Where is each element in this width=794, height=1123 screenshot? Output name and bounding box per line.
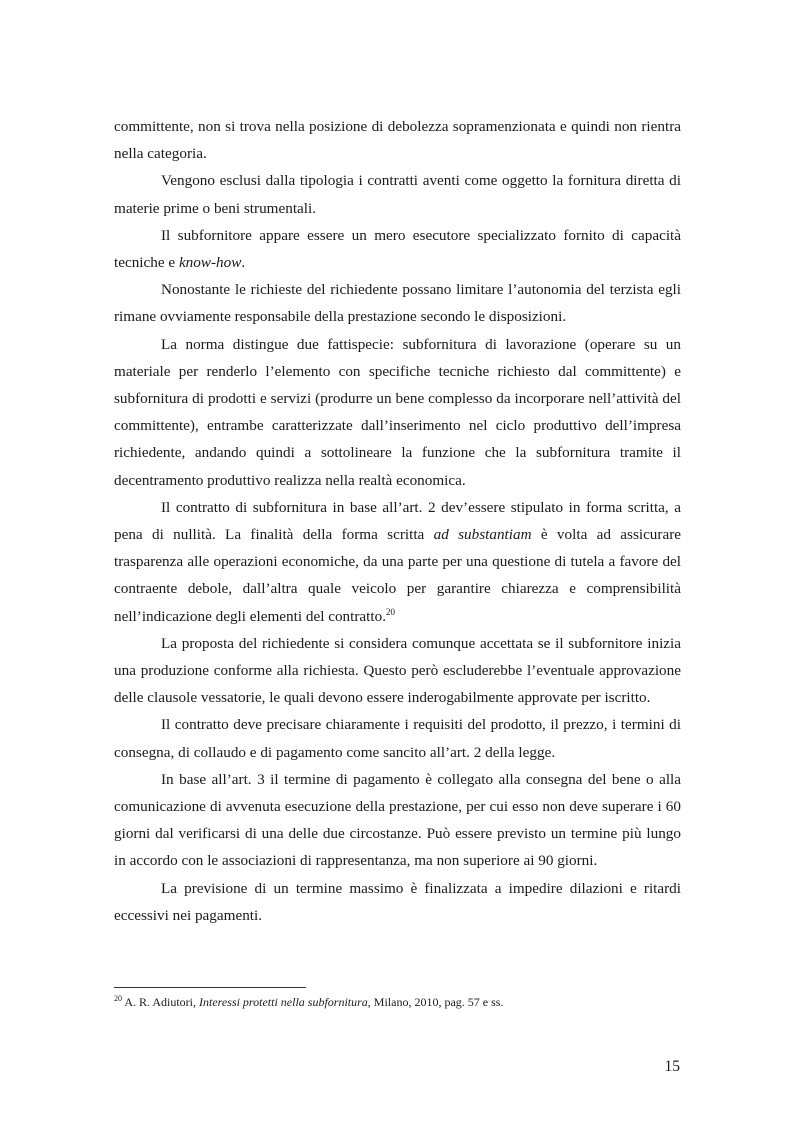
paragraph: La previsione di un termine massimo è finalizzata a impedire dilazioni e ritardi eccessivi nei pagamenti. (114, 879, 681, 924)
emphasis-text: know-how (178, 254, 242, 272)
paragraph: In base all’art. 3 il termine di pagamento è collegato alla consegna del bene o alla comunicazione di avvenuta esecuzione della prestazione, per cui esso non deve superare i 60 giorni dal verificarsi di una delle due circostanze. Può essere previsto un termine più lungo in accordo con le associazioni di rappresentanza, ma non superiore ai 90 giorni. (114, 770, 681, 870)
paragraph-text: . (241, 254, 246, 272)
footnote-title: Interessi protetti nella subfornitura (199, 995, 368, 1009)
footnote-details: , Milano, 2010, pag. 57 e ss. (367, 995, 504, 1009)
paragraph-text: è volta ad assicurare trasparenza alle operazioni economiche, da una parte per una questione di tutela a favore del contraente debole, dall’altra quale veicolo per garantire chiarezza e comprensibilità nell’indicazione degli elementi del contratto. (114, 526, 682, 625)
paragraph: La proposta del richiedente si considera comunque accettata se il subfornitore inizia una produzione conforme alla richiesta. Questo però escluderebbe l’eventuale approvazione delle clausole vessatorie, le quali devono essere inderogabilmente approvate per iscritto. (114, 634, 681, 707)
page-body (114, 113, 681, 929)
paragraph (114, 494, 681, 630)
paragraph-text: Il subfornitore appare essere un mero esecutore specializzato fornito di capacità tecniche e (114, 226, 681, 272)
footnote-reference[interactable]: 20 (386, 606, 396, 617)
paragraph-text: Il contratto di subfornitura in base all’art. 2 dev’essere stipulato in forma scritta, a pena di nullità. La finalità della forma scritta (114, 498, 681, 544)
footnote-author: A. R. Adiutori, (122, 995, 200, 1009)
paragraph: La norma distingue due fattispecie: subfornitura di lavorazione (operare su un materiale per renderlo l’elemento con specifiche tecniche richiesto dal committente) e subfornitura di prodotti e servizi (produrre un bene complesso da incorporare nell’attività del committente), entrambe caratterizzate dall’inserimento nel ciclo produttivo dell’impresa richiedente, andando quindi a sottolineare la funzione che la subfornitura tramite il decentramento produttivo realizza nella realtà economica. (114, 335, 681, 489)
paragraph: Nonostante le richieste del richiedente possano limitare l’autonomia del terzista egli rimane ovviamente responsabile della prestazione secondo le disposizioni. (114, 281, 681, 326)
paragraph (114, 222, 681, 276)
paragraph: Il contratto deve precisare chiaramente i requisiti del prodotto, il prezzo, i termini di consegna, di collaudo e di pagamento come sancito all’art. 2 della legge. (114, 716, 681, 761)
paragraph: committente, non si trova nella posizione di debolezza sopramenzionata e quindi non rientra nella categoria. (114, 118, 681, 163)
paragraph: Vengono esclusi dalla tipologia i contratti aventi come oggetto la fornitura diretta di materie prime o beni strumentali. (114, 172, 681, 217)
footnote (114, 994, 681, 1010)
emphasis-text: ad substantiam (433, 526, 532, 544)
footnote-divider (114, 987, 306, 988)
footnote-number: 20 (114, 994, 122, 1003)
page-number: 15 (664, 1058, 680, 1075)
